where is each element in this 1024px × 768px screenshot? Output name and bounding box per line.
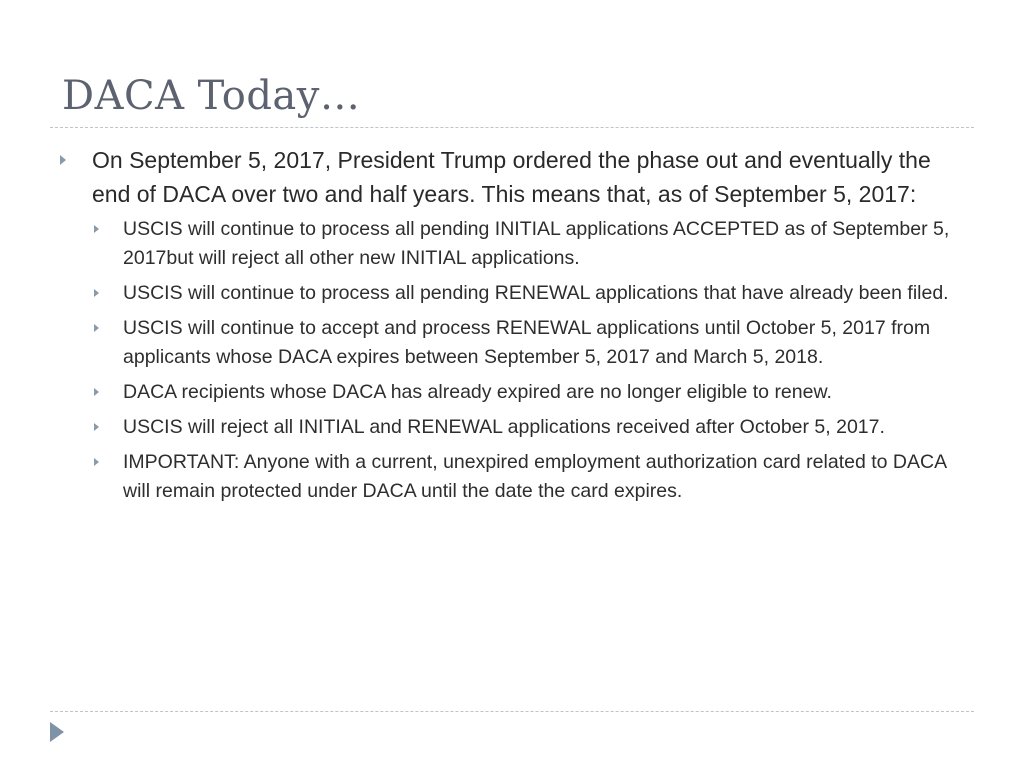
sub-bullet-text: DACA recipients whose DACA has already expired are no longer eligible to renew. (123, 381, 832, 403)
title-divider (50, 127, 974, 128)
sub-bullet-text: IMPORTANT: Anyone with a current, unexpired employment authorization card related to DACA will remain protected under DACA until the date the card expires. (123, 451, 947, 502)
sub-bullet-text: USCIS will continue to process all pending RENEWAL applications that have already been filed. (123, 282, 949, 304)
main-bullet (60, 143, 968, 211)
triangle-bullet-icon (94, 423, 99, 431)
sub-bullet (60, 215, 968, 273)
triangle-bullet-icon (60, 155, 66, 165)
triangle-bullet-icon (94, 388, 99, 396)
play-triangle-icon[interactable] (50, 722, 64, 742)
sub-bullet (60, 279, 968, 308)
slide-title: DACA Today… (62, 73, 361, 119)
sub-bullet-text: USCIS will reject all INITIAL and RENEWAL applications received after October 5, 2017. (123, 416, 885, 438)
sub-bullet-text: USCIS will continue to process all pending INITIAL applications ACCEPTED as of September 5, 2017but will reject all other new INITIAL applications. (123, 218, 950, 269)
triangle-bullet-icon (94, 289, 99, 297)
sub-bullet (60, 378, 968, 407)
sub-bullet (60, 448, 968, 506)
sub-bullet-text: USCIS will continue to accept and process RENEWAL applications until October 5, 2017 from applicants whose DACA expires between September 5, 2017 and March 5, 2018. (123, 317, 931, 368)
main-bullet-text: On September 5, 2017, President Trump ordered the phase out and eventually the end of DACA over two and half years. This means that, as of September 5, 2017: (92, 147, 931, 207)
triangle-bullet-icon (94, 324, 99, 332)
sub-bullet (60, 413, 968, 442)
triangle-bullet-icon (94, 458, 99, 466)
slide-content (60, 143, 968, 512)
footer-divider (50, 711, 974, 712)
sub-bullet (60, 314, 968, 372)
sub-bullet-list (60, 215, 968, 506)
triangle-bullet-icon (94, 225, 99, 233)
